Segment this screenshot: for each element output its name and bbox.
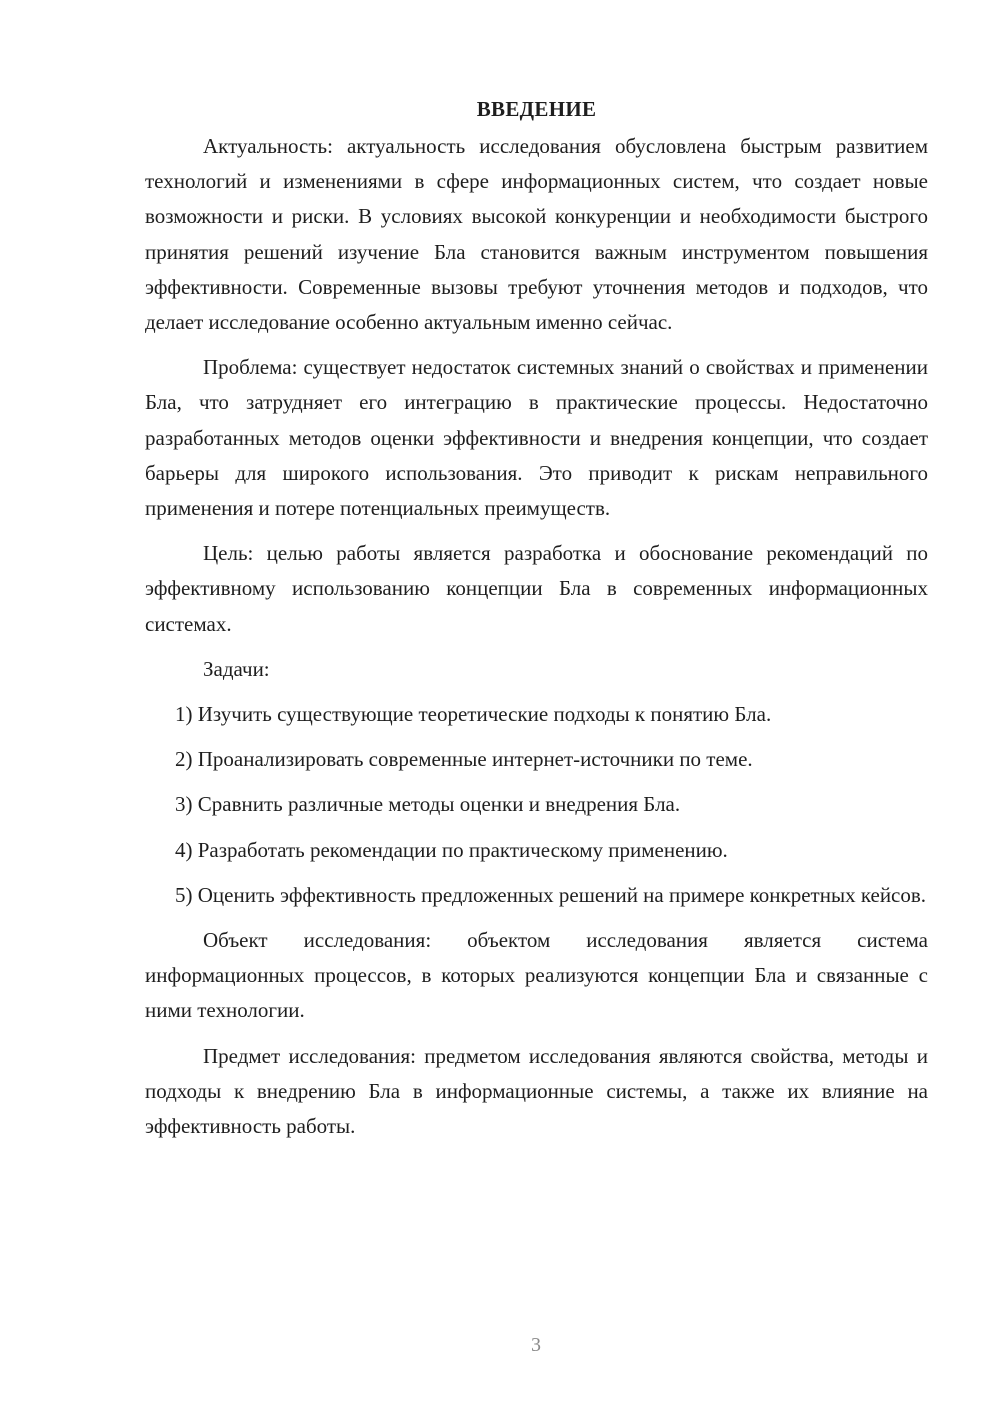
relevance-paragraph: Актуальность: актуальность исследования обусловлена быстрым развитием технологий и изменениями в сфере информационных систем, что создает новые возможности и риски. В условиях высокой конкуренции и необходимости быстрого принятия решений изучение Бла становится важным инструментом повышения эффективности. Современные вызовы требуют уточнения методов и подходов, что делает исследование особенно актуальным именно сейчас.	[145, 134, 928, 335]
goal-paragraph: Цель: целью работы является разработка и обоснование рекомендаций по эффективному использованию концепции Бла в современных информационных системах.	[145, 541, 928, 636]
tasks-title: Задачи:	[203, 656, 270, 681]
task-item: 4) Разработать рекомендации по практическому применению.	[175, 837, 728, 862]
task-item: 5) Оценить эффективность предложенных решений на примере конкретных кейсов.	[175, 882, 927, 907]
page-title: ВВЕДЕНИЕ	[476, 97, 597, 121]
task-item: 1) Изучить существующие теоретические подходы к понятию Бла.	[175, 702, 772, 727]
task-item: 2) Проанализировать современные интернет-источники по теме.	[175, 747, 753, 772]
problem-paragraph: Проблема: существует недостаток системных знаний о свойствах и применении Бла, что затрудняет его интеграцию в практические процессы. Недостаточно разработанных методов оценки эффективности и внедрения концепции, что создает барьеры для широкого использования. Это приводит к рискам неправильного применения и потере потенциальных преимуществ.	[145, 355, 928, 521]
task-item: 3) Сравнить различные методы оценки и внедрения Бла.	[175, 792, 681, 817]
page-number: 3	[531, 1334, 541, 1356]
page-content	[145, 92, 928, 1154]
subject-paragraph: Предмет исследования: предметом исследования являются свойства, методы и подходы к внедрению Бла в информационные системы, а также их влияние на эффективность работы.	[145, 1043, 928, 1139]
object-paragraph: Объект исследования: объектом исследования является система информационных процессов, в которых реализуются концепции Бла и связанные с ними технологии.	[145, 928, 928, 1023]
